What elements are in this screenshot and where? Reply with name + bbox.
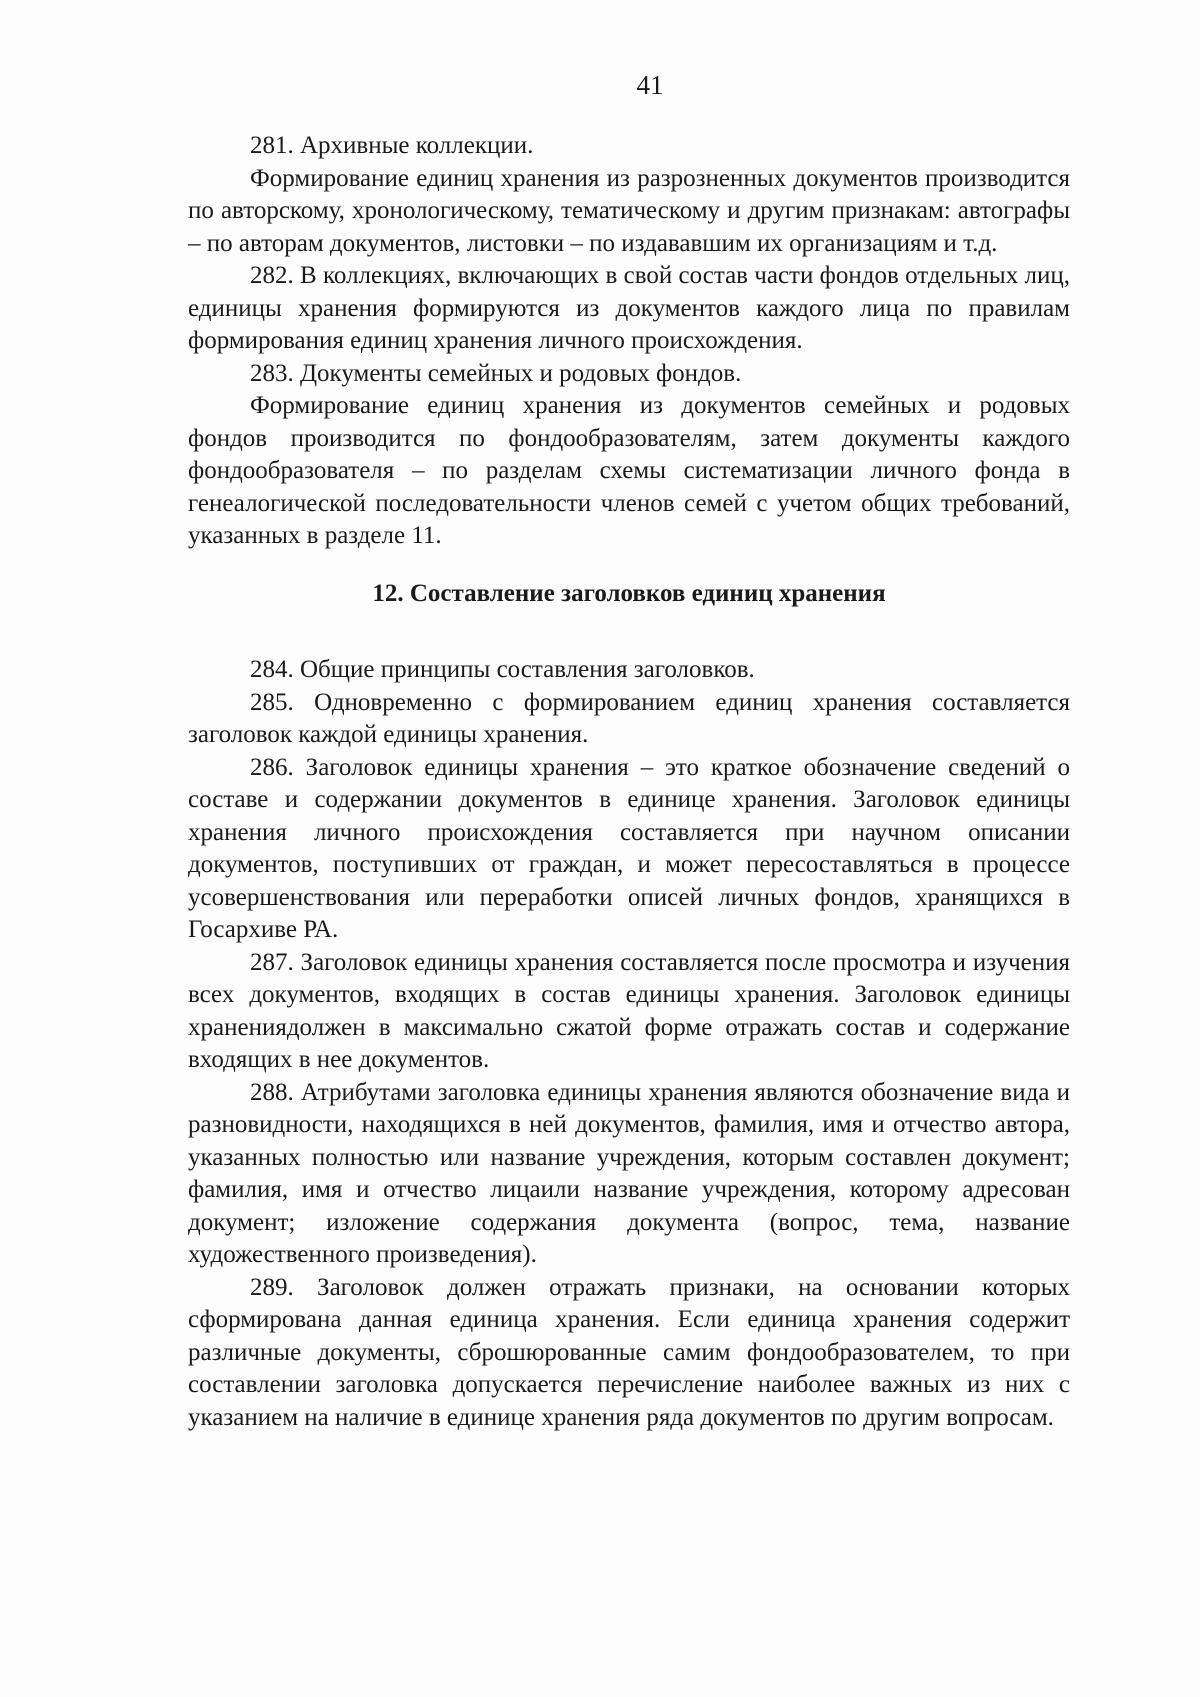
paragraph-283-title: 283. Документы семейных и родовых фондов. [250, 359, 742, 387]
section-storage-unit-titles [188, 654, 1070, 1434]
paragraph-288: 288. Атрибутами заголовка единицы хранения являются обозначение вида и разновидности, находящихся в ней документов, фамилия, имя и отчество автора, указанных полностью или название учреждения, которым составлен документ; фамилия, имя и отчество лицаили название учреждения, которому адресован документ; изложение содержания документа (вопрос, тема, название художественного произведения). [188, 1078, 1070, 1268]
paragraph-283-body: Формирование единиц хранения из документов семейных и родовых фондов производится по фондообразователям, затем документы каждого фондообразователя – по разделам схемы систематизации личного фонда в генеалогической последовательности членов семей с учетом общих требований, указанных в разделе 11. [188, 392, 1070, 549]
paragraph-285: 285. Одновременно с формированием единиц хранения составляется заголовок каждой единицы хранения. [188, 688, 1070, 748]
paragraph-284: 284. Общие принципы составления заголовков. [250, 656, 755, 683]
paragraph-281-body: Формирование единиц хранения из разрозненных документов производится по авторскому, хронологическому, тематическому и другим признакам: автографы – по авторам документов, листовки – по издававшим их организациям и т.д. [188, 164, 1070, 257]
paragraph-289: 289. Заголовок должен отражать признаки, на основании которых сформирована данная единица хранения. Если единица хранения содержит различные документы, сброшюрованные самим фондообразователем, то при составлении заголовка допускается перечисление наиболее важных из них с указанием на наличие в единице хранения ряда документов по другим вопросам. [188, 1273, 1070, 1431]
page-number: 41 [636, 70, 664, 100]
paragraph-282: 282. В коллекциях, включающих в свой состав части фондов отдельных лиц, единицы хранения формируются из документов каждого лица по правилам формирования единиц хранения личного происхождения. [188, 262, 1070, 354]
section-heading: 12. Составление заголовков единиц хранения [372, 580, 886, 607]
section-archival-collections [188, 130, 1070, 553]
paragraph-286: 286. Заголовок единицы хранения – это краткое обозначение сведений о составе и содержании документов в единице хранения. Заголовок единицы хранения личного происхождения составляется при научном описании документов, поступивших от граждан, и может пересоставляться в процессе усовершенствования или переработки описей личных фондов, хранящихся в Госархиве РА. [188, 753, 1070, 943]
paragraph-281-title: 281. Архивные коллекции. [250, 132, 534, 159]
paragraph-287: 287. Заголовок единицы хранения составляется после просмотра и изучения всех документов, входящих в состав единицы хранения. Заголовок единицы хранениядолжен в максимально сжатой форме отражать состав и содержание входящих в нее документов. [188, 948, 1070, 1073]
